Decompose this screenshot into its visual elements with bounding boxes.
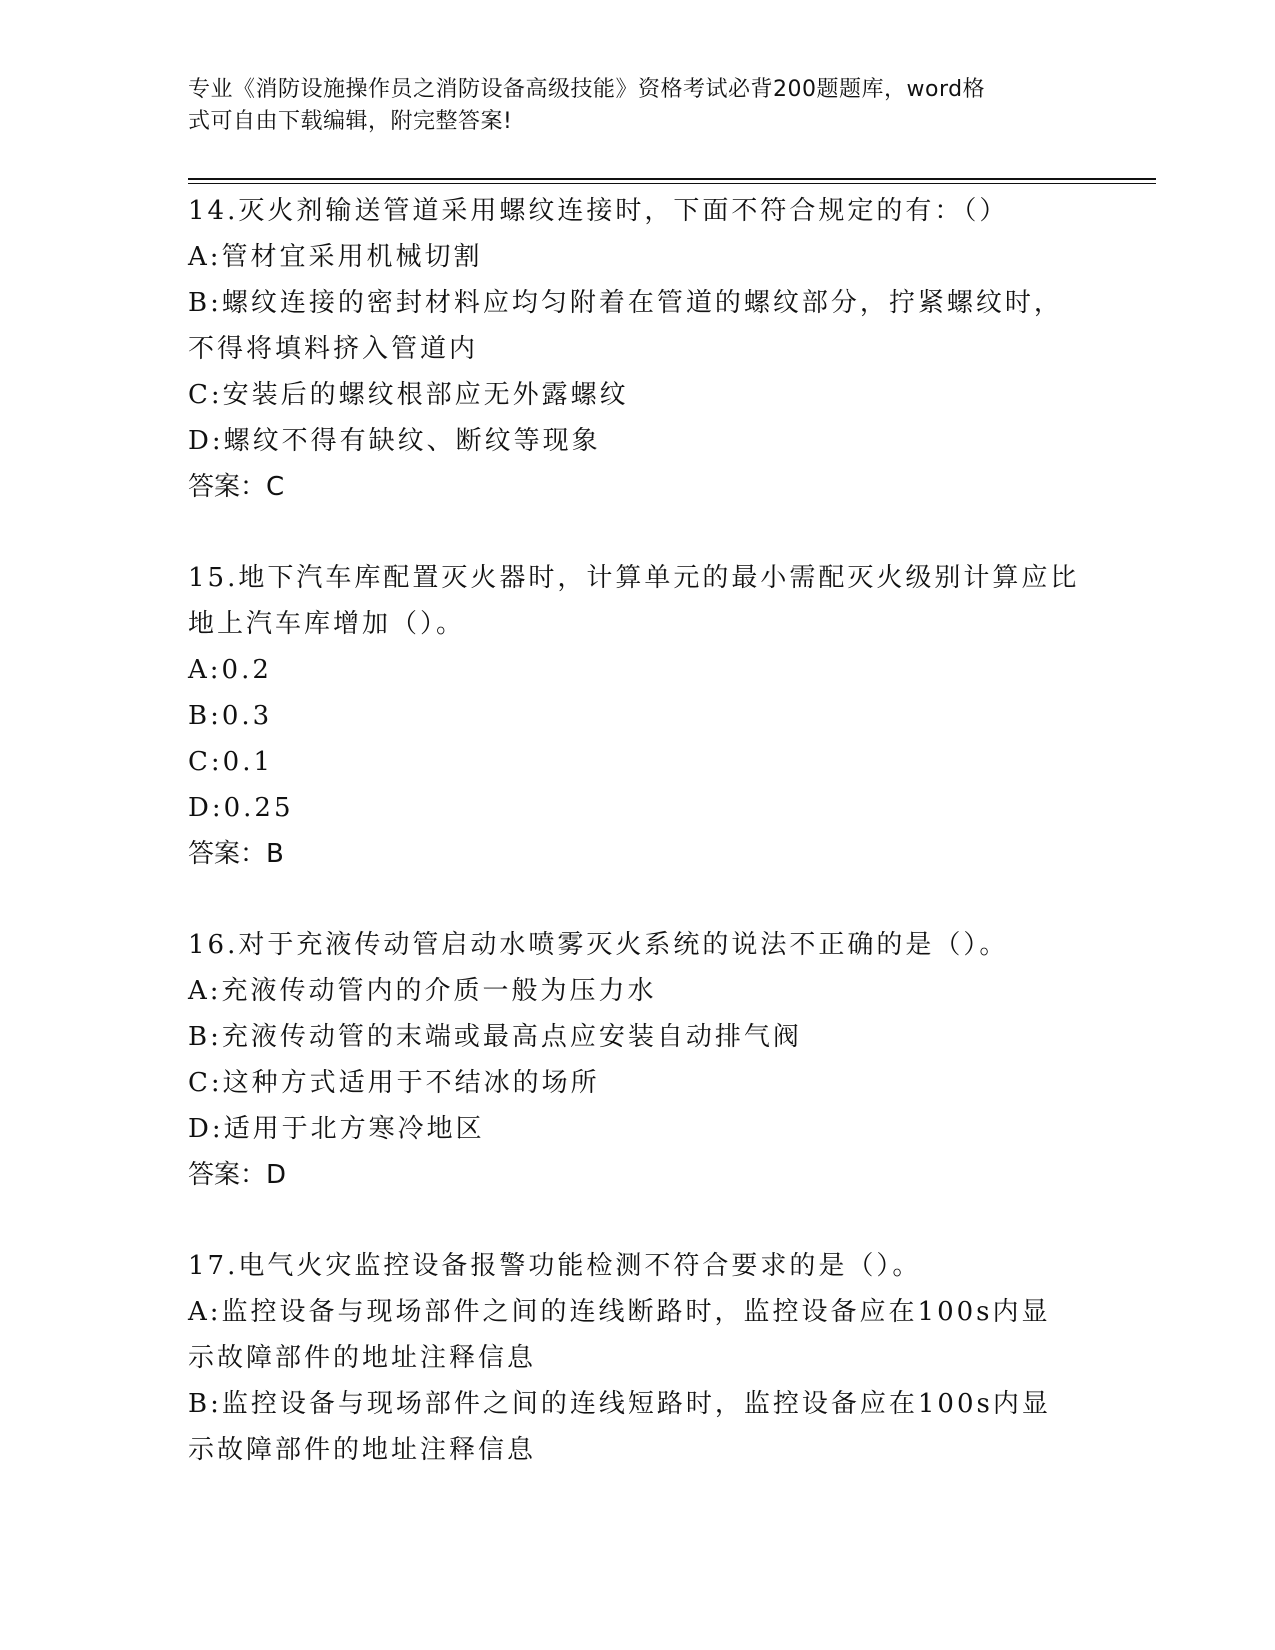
option-a-continued: 示故障部件的地址注释信息: [188, 1343, 537, 1373]
question-spacer: [188, 1198, 1088, 1243]
option-c: C:这种方式适用于不结冰的场所: [188, 1068, 600, 1098]
question-text-line-continued: 地上汽车库增加（）。: [188, 609, 466, 639]
option-d: D:0.25: [188, 793, 294, 823]
option-d: D:适用于北方寒冷地区: [188, 1114, 485, 1144]
answer: 答案：B: [188, 839, 284, 869]
option-b: B:0.3: [188, 701, 273, 731]
question-spacer: [188, 510, 1088, 555]
option-c: C:安装后的螺纹根部应无外露螺纹: [188, 380, 629, 410]
document-header: [188, 74, 1088, 138]
option-b: B:螺纹连接的密封材料应均匀附着在管道的螺纹部分，拧紧螺纹时，: [188, 288, 1063, 318]
option-a: A:监控设备与现场部件之间的连线断路时，监控设备应在100s内显: [188, 1297, 1051, 1327]
question-16: [188, 922, 1088, 1198]
header-line-1: 专业《消防设施操作员之消防设备高级技能》资格考试必背200题题库，word格: [188, 77, 986, 102]
option-b-continued: 示故障部件的地址注释信息: [188, 1435, 537, 1465]
header-line-2: 式可自由下载编辑，附完整答案!: [188, 109, 513, 134]
question-text-line: 14.灭火剂输送管道采用螺纹连接时，下面不符合规定的有：（）: [188, 196, 1009, 226]
answer: 答案：C: [188, 472, 285, 502]
option-d: D:螺纹不得有缺纹、断纹等现象: [188, 426, 601, 456]
option-a: A:0.2: [188, 655, 272, 685]
question-17: [188, 1243, 1088, 1473]
option-a: A:充液传动管内的介质一般为压力水: [188, 976, 657, 1006]
header-divider-thin: [188, 183, 1156, 184]
option-a: A:管材宜采用机械切割: [188, 242, 483, 272]
question-text-line: 16.对于充液传动管启动水喷雾灭火系统的说法不正确的是（）。: [188, 930, 1009, 960]
question-text-line: 17.电气火灾监控设备报警功能检测不符合要求的是（）。: [188, 1251, 922, 1281]
question-15: [188, 555, 1088, 877]
option-b-continued: 不得将填料挤入管道内: [188, 334, 479, 364]
option-c: C:0.1: [188, 747, 274, 777]
question-text-line: 15.地下汽车库配置灭火器时，计算单元的最小需配灭火级别计算应比: [188, 563, 1080, 593]
question-14: [188, 188, 1088, 510]
question-spacer: [188, 877, 1088, 922]
option-b: B:监控设备与现场部件之间的连线短路时，监控设备应在100s内显: [188, 1389, 1051, 1419]
answer: 答案：D: [188, 1160, 287, 1190]
question-list: [188, 188, 1088, 1473]
header-divider-thick: [188, 178, 1156, 180]
option-b: B:充液传动管的末端或最高点应安装自动排气阀: [188, 1022, 802, 1052]
